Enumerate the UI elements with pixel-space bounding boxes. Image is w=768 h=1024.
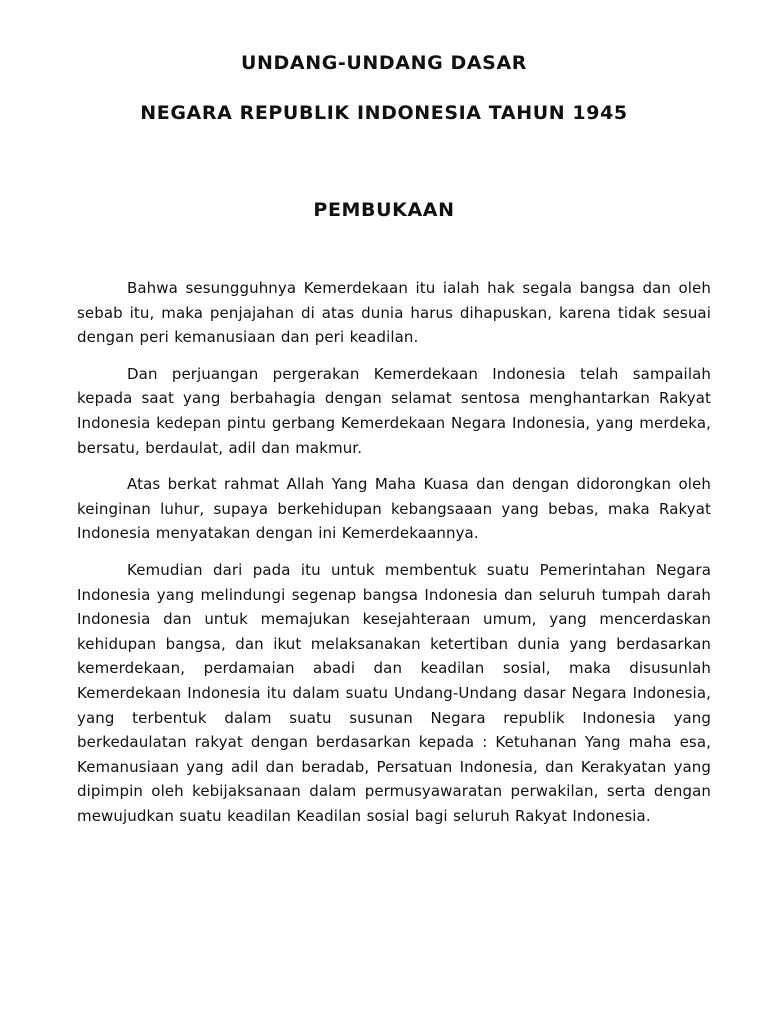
paragraph-3: Atas berkat rahmat Allah Yang Maha Kuasa dan dengan didorongkan oleh keinginan luhur, supaya berkehidupan kebangsaaan yang bebas, maka Rakyat Indonesia menyatakan dengan ini Kemerdekaannya.: [77, 475, 711, 543]
paragraph-1: Bahwa sesungguhnya Kemerdekaan itu ialah hak segala bangsa dan oleh sebab itu, maka penjajahan di atas dunia harus dihapuskan, karena tidak sesuai dengan peri kemanusiaan dan peri keadilan.: [77, 279, 711, 347]
paragraph-4: Kemudian dari pada itu untuk membentuk suatu Pemerintahan Negara Indonesia yang melindungi segenap bangsa Indonesia dan seluruh tumpah darah Indonesia dan untuk memajukan kesejahteraan umum, yang mencerdaskan kehidupan bangsa, dan ikut melaksanakan ketertiban dunia yang berdasarkan kemerdekaan, perdamaian abadi dan keadilan sosial, maka disusunlah Kemerdekaan Indonesia itu dalam suatu Undang-Undang dasar Negara Indonesia, yang terbentuk dalam suatu susunan Negara republik Indonesia yang berkedaulatan rakyat dengan berdasarkan kepada : Ketuhanan Yang maha esa, Kemanusiaan yang adil dan beradab, Persatuan Indonesia, dan Kerakyatan yang dipimpin oleh kebijaksanaan dalam permusyawaratan perwakilan, serta dengan mewujudkan suatu keadilan Keadilan sosial bagi seluruh Rakyat Indonesia.: [77, 560, 711, 825]
paragraph-2: Dan perjuangan pergerakan Kemerdekaan Indonesia telah sampailah kepada saat yang berbahagia dengan selamat sentosa menghantarkan Rakyat Indonesia kedepan pintu gerbang Kemerdekaan Negara Indonesia, yang merdeka, bersatu, berdaulat, adil dan makmur.: [77, 364, 711, 457]
section-heading: PEMBUKAAN: [313, 199, 455, 221]
document-body: [77, 276, 711, 840]
document-title-line-2: NEGARA REPUBLIK INDONESIA TAHUN 1945: [140, 102, 628, 124]
document-title-line-1: UNDANG-UNDANG DASAR: [241, 52, 527, 74]
